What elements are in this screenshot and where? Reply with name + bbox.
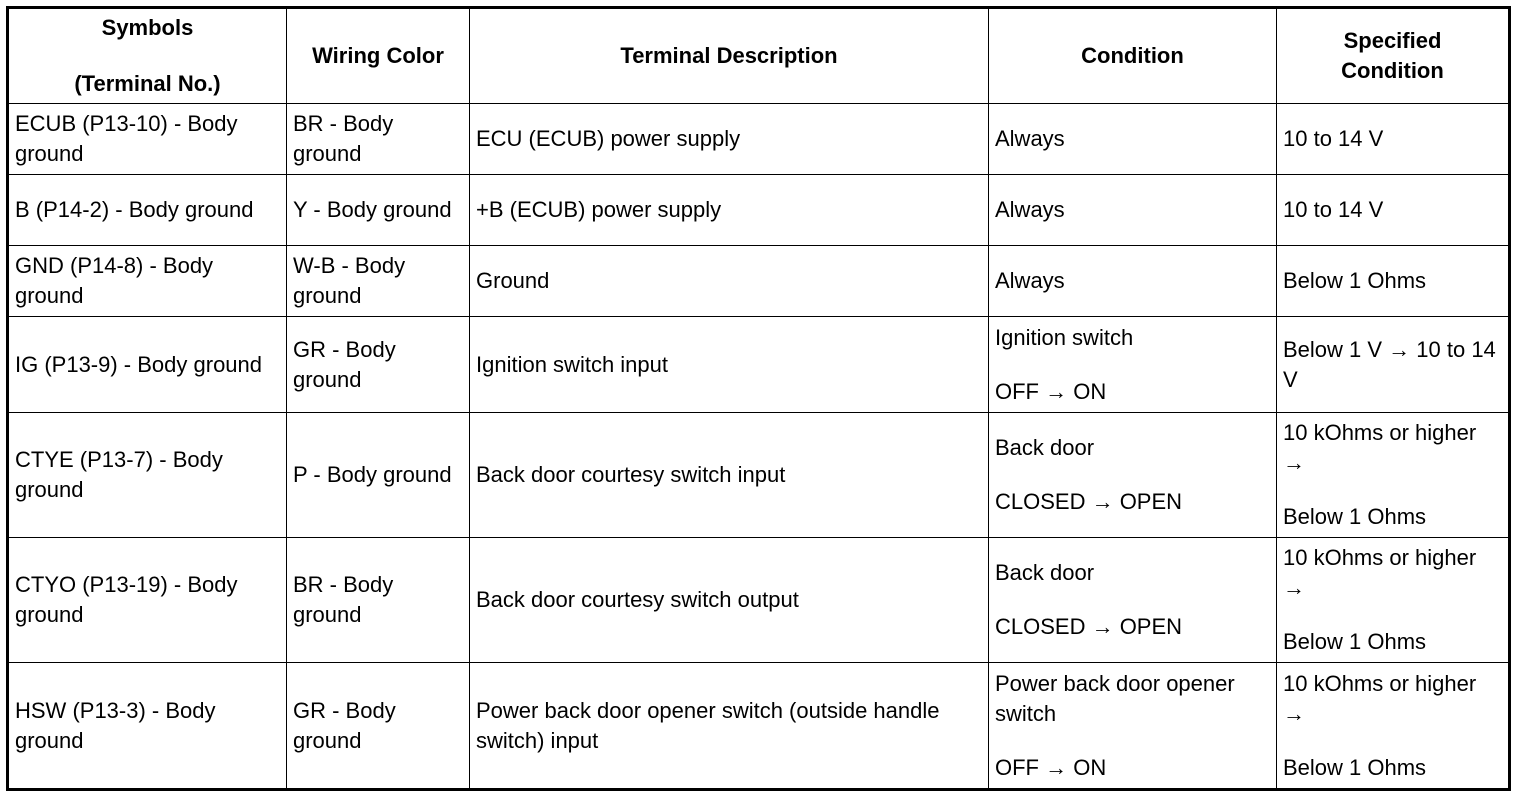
header-symbols <box>8 8 287 104</box>
table-row <box>8 317 1510 413</box>
specified-from: 10 kOhms or higher → <box>1283 545 1477 600</box>
condition-transition: OFF → ON <box>995 378 1107 404</box>
specified-condition-cell: 10 to 14 V <box>1277 104 1510 175</box>
header-condition: Condition <box>989 8 1277 104</box>
table-row <box>8 246 1510 317</box>
table-row <box>8 413 1510 538</box>
terminal-table <box>6 6 1511 791</box>
condition-subject: Power back door opener switch <box>995 670 1235 726</box>
terminal-inspection-sheet <box>6 6 1511 791</box>
header-symbols-label: Symbols <box>101 15 194 40</box>
specified-condition-cell: Below 1 V → 10 to 14 V <box>1277 317 1510 413</box>
header-terminal-no-label: (Terminal No.) <box>74 71 221 96</box>
symbol-cell: IG (P13-9) - Body ground <box>8 317 287 413</box>
header-specified-label: Specified <box>1343 28 1442 53</box>
symbol-cell: HSW (P13-3) - Body ground <box>8 663 287 790</box>
condition-cell <box>989 317 1277 413</box>
specified-condition-cell <box>1277 413 1510 538</box>
specified-to: Below 1 Ohms <box>1283 504 1427 529</box>
table-row <box>8 104 1510 175</box>
wiring-color-cell: GR - Body ground <box>287 317 470 413</box>
terminal-description-cell: Power back door opener switch (outside handle switch) input <box>470 663 989 790</box>
table-row <box>8 538 1510 663</box>
terminal-description-cell: Ground <box>470 246 989 317</box>
symbol-cell: CTYO (P13-19) - Body ground <box>8 538 287 663</box>
header-specified-condition <box>1277 8 1510 104</box>
wiring-color-cell: BR - Body ground <box>287 104 470 175</box>
wiring-color-cell: P - Body ground <box>287 413 470 538</box>
table-row <box>8 175 1510 246</box>
condition-cell <box>989 413 1277 538</box>
condition-subject: Back door <box>995 560 1095 585</box>
table-row <box>8 663 1510 790</box>
header-terminal-description: Terminal Description <box>470 8 989 104</box>
specified-condition-cell <box>1277 538 1510 663</box>
condition-transition: OFF → ON <box>995 754 1107 780</box>
wiring-color-cell: GR - Body ground <box>287 663 470 790</box>
condition-cell: Always <box>989 246 1277 317</box>
wiring-color-cell: W-B - Body ground <box>287 246 470 317</box>
condition-cell: Always <box>989 175 1277 246</box>
terminal-description-cell: Ignition switch input <box>470 317 989 413</box>
condition-subject: Back door <box>995 435 1095 460</box>
header-wiring-color: Wiring Color <box>287 8 470 104</box>
wiring-color-cell: BR - Body ground <box>287 538 470 663</box>
specified-condition-cell: 10 to 14 V <box>1277 175 1510 246</box>
specified-condition-cell: Below 1 Ohms <box>1277 246 1510 317</box>
symbol-cell: CTYE (P13-7) - Body ground <box>8 413 287 538</box>
condition-subject: Ignition switch <box>995 324 1134 350</box>
specified-to: Below 1 Ohms <box>1283 629 1427 654</box>
symbol-cell: B (P14-2) - Body ground <box>8 175 287 246</box>
condition-cell <box>989 663 1277 790</box>
condition-cell <box>989 538 1277 663</box>
condition-cell: Always <box>989 104 1277 175</box>
specified-from: 10 kOhms or higher → <box>1283 420 1477 475</box>
symbol-cell: ECUB (P13-10) - Body ground <box>8 104 287 175</box>
terminal-description-cell: Back door courtesy switch input <box>470 413 989 538</box>
condition-transition: CLOSED → OPEN <box>995 489 1183 514</box>
wiring-color-cell: Y - Body ground <box>287 175 470 246</box>
symbol-cell: GND (P14-8) - Body ground <box>8 246 287 317</box>
specified-from: 10 kOhms or higher → <box>1283 670 1477 726</box>
header-row <box>8 8 1510 104</box>
condition-transition: CLOSED → OPEN <box>995 614 1183 639</box>
specified-to: Below 1 Ohms <box>1283 754 1427 780</box>
table-header <box>8 8 1510 104</box>
terminal-description-cell: Back door courtesy switch output <box>470 538 989 663</box>
terminal-description-cell: +B (ECUB) power supply <box>470 175 989 246</box>
header-specified-condition-label: Condition <box>1341 58 1444 83</box>
terminal-description-cell: ECU (ECUB) power supply <box>470 104 989 175</box>
specified-condition-cell <box>1277 663 1510 790</box>
table-body <box>8 104 1510 790</box>
